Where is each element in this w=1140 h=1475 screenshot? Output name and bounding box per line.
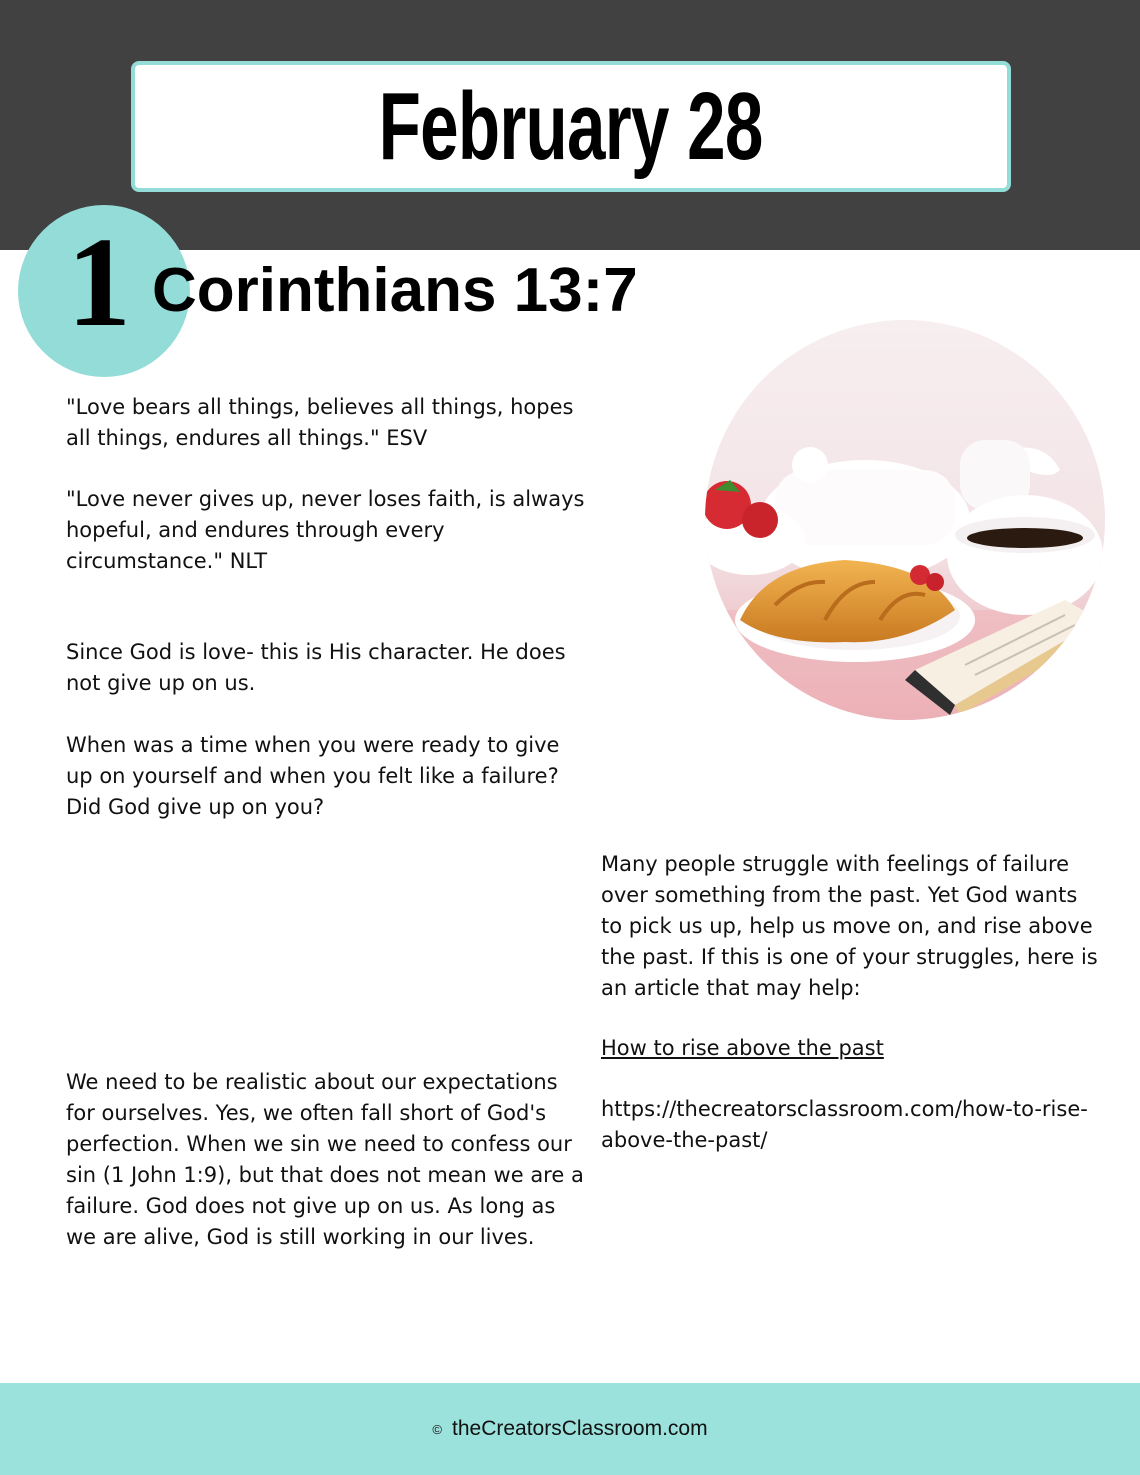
breakfast-illustration [705, 320, 1105, 720]
verse-nlt: "Love never gives up, never loses faith, is always hopeful, and endures through every circumstance." NLT [66, 487, 585, 573]
article-intro: Many people struggle with feelings of failure over something from the past. Yet God wants to pick us up, help us move on, and rise above the past. If this is one of your struggles, here is an article that may help: [601, 852, 1098, 1000]
verse-esv: "Love bears all things, believes all things, hopes all things, endures all things." ESV [66, 395, 574, 450]
breakfast-bible-photo [705, 320, 1105, 720]
reflection-text: Since God is love- this is His character. He does not give up on us. [66, 640, 566, 695]
footer-site: theCreatorsClassroom.com [452, 1417, 708, 1440]
closing-paragraph: We need to be realistic about our expectations for ourselves. Yes, we often fall short of God's perfection. When we sin we need to confess our sin (1 John 1:9), but that does not mean we are a failure. God does not give up on us. As long as we are alive, God is still working in our lives. [66, 1070, 584, 1249]
page-title: February 28 [379, 72, 763, 180]
copyright-icon: © [432, 1421, 442, 1437]
footer-band [0, 1383, 1140, 1475]
date-banner [131, 61, 1011, 192]
reflection-question: When was a time when you were ready to give up on yourself and when you felt like a failure? Did God give up on you? [66, 733, 560, 819]
article-url[interactable]: https://thecreatorsclassroom.com/how-to-rise- above-the-past/ [601, 1097, 1088, 1152]
scripture-reference: Corinthians 13:7 [152, 256, 638, 325]
book-number: 1 [67, 211, 131, 353]
article-link-title[interactable]: How to rise above the past [601, 1036, 884, 1060]
